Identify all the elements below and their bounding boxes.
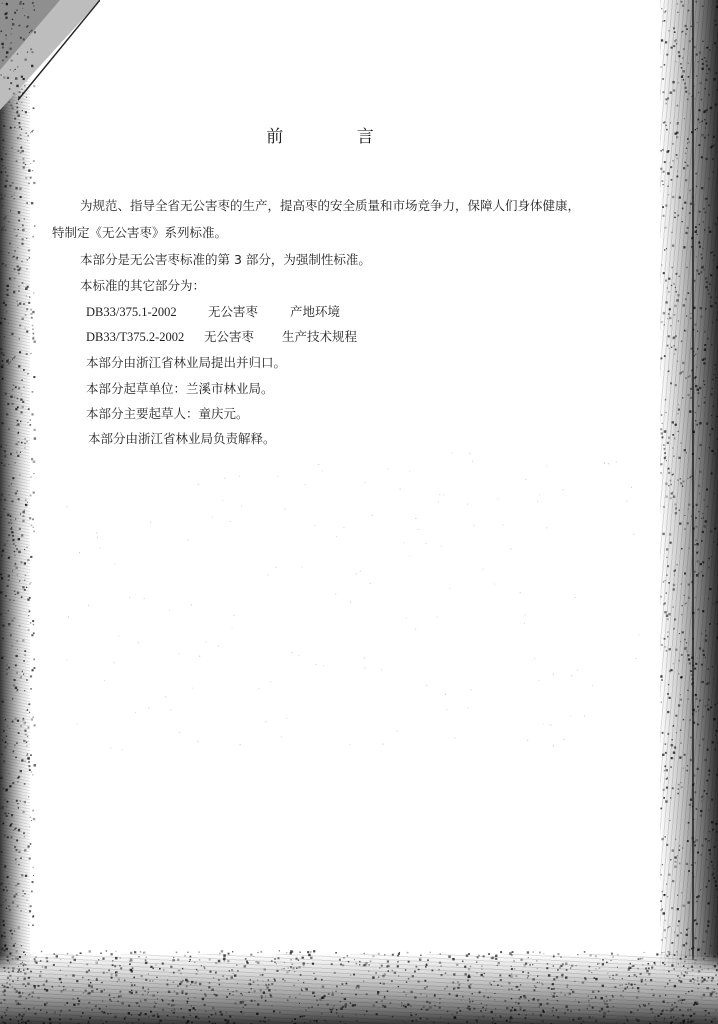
interpretation: 本部分由浙江省林业局负责解释。: [88, 431, 276, 446]
left-scan-shadow: [0, 0, 30, 1024]
standard-code: DB33/375.1-2002: [86, 305, 177, 319]
page-title: 前 言: [266, 127, 408, 147]
drafting-unit: 本部分起草单位：兰溪市林业局。: [86, 381, 274, 396]
part-info: 本部分是无公害枣标准的第 3 部分，为强制性标准。: [80, 252, 371, 267]
standard-name: 无公害枣: [208, 304, 259, 319]
bottom-scan-shadow: [0, 954, 718, 1024]
intro-line-1: 为规范、指导全省无公害枣的生产，提高枣的安全质量和市场竞争力，保障人们身体健康，: [80, 198, 581, 213]
standard-part: 生产技术规程: [282, 329, 358, 344]
standard-code: DB33/T375.2-2002: [86, 330, 185, 344]
other-part-item: [86, 327, 357, 345]
proposed-by: 本部分由浙江省林业局提出并归口。: [86, 355, 287, 370]
main-drafter: 本部分主要起草人：童庆元。: [86, 406, 249, 421]
standard-name: 无公害枣: [204, 329, 255, 344]
standard-part: 产地环境: [290, 304, 341, 319]
folded-corner: [0, 0, 100, 110]
right-page-edge-line: [692, 0, 694, 960]
intro-line-2: 特制定《无公害枣》系列标准。: [52, 225, 228, 240]
other-part-item: [86, 302, 340, 320]
other-parts-intro: 本标准的其它部分为：: [80, 278, 206, 293]
right-scan-shadow: [660, 0, 718, 1024]
